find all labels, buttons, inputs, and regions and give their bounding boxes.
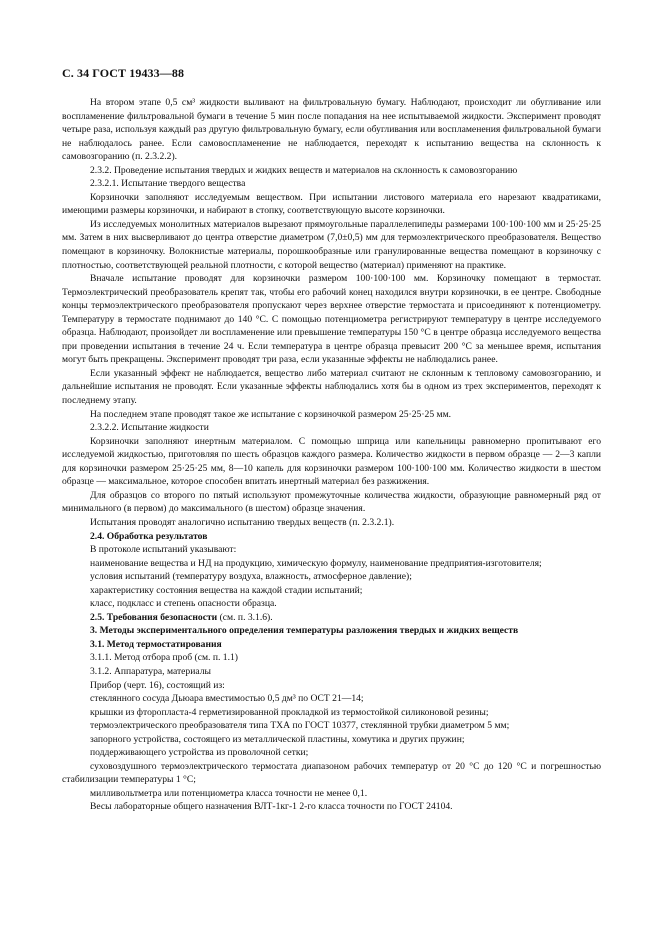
section-heading-line	[62, 611, 601, 625]
list-item: термоэлектрического преобразователя типа ТХА по ГОСТ 10377, стеклянной трубки диаметром 5 мм;	[90, 720, 510, 732]
paragraph: Корзиночки заполняют инертным материалом. С помощью шприца или капельницы равномерно пропитывают его исследуемой жидкостью, приготовляя по шесть образцов каждого размера. Количество жидкости в первом образце — 2—3 капли для корзиночки размером 25·25·25 мм, 8—10 капель для корзиночки размером 100·100·100 мм. Количество жидкости в шестом образце — максимальное, которое способен впитать инертный материал без разжижения.	[62, 435, 601, 488]
section-heading: 3.1. Метод термостатирования	[90, 638, 222, 650]
document-body	[62, 96, 601, 814]
paragraph: На последнем этапе проводят такое же испытание с корзиночкой размером 25·25·25 мм.	[90, 408, 452, 420]
paragraph: На втором этапе 0,5 см³ жидкости выливают на фильтровальную бумагу. Наблюдают, происходит ли обугливание или воспламенение фильтровальной бумаги в течение 5 мин после попадания на нее испытываемой жидкости. Эксперимент проводят четыре раза, используя каждый раз другую фильтровальную бумагу, если обугливания или воспламенения фильтровальной бумаги не наблюдалось ранее. Если самовоспламенение не наблюдается, переходят к испытанию вещества на склонность к самовозгоранию (п. 2.3.2.2).	[62, 97, 601, 163]
list-item: запорного устройства, состоящего из металлической пластины, хомутика и других пружин;	[90, 733, 465, 745]
list-item: характеристику состояния вещества на каждой стадии испытаний;	[90, 584, 363, 596]
section-heading: 2.4. Обработка результатов	[90, 530, 208, 542]
paragraph: Испытания проводят аналогично испытанию твердых веществ (п. 2.3.2.1).	[90, 516, 395, 528]
paragraph: 3.1.1. Метод отбора проб (см. п. 1.1)	[90, 652, 238, 664]
paragraph: Вначале испытание проводят для корзиночки размером 100·100·100 мм. Корзиночку помещают в термостат. Термоэлектрический преобразователь крепят так, чтобы его рабочий конец находился внутри корзиночки, в ее центре. Свободные концы термоэлектрического преобразователя пропускают через верхнее отверстие термостата и присоединяют к потенциометру. Температуру в термостате поднимают до 140 °С. С помощью потенциометра регистрируют температуру в центре исследуемого образца. Наблюдают, произойдет ли воспламенение или превышение температуры 150 °С в центре образца исследуемого вещества при проведении испытания в течение 24 ч. Если температура в центре образца превысит 200 °С за меньшее время, испытания могут быть прекращены. Эксперимент проводят три раза, если указанные эффекты не наблюдались ранее.	[62, 273, 601, 366]
paragraph: Для образцов со второго по пятый используют промежуточные количества жидкости, образующие равномерный ряд от минимального (в первом) до максимального (в шестом) образце значения.	[62, 489, 601, 515]
list-item: милливольтметра или потенциометра класса точности не менее 0,1.	[90, 787, 368, 799]
list-item: поддерживающего устройства из проволочной сетки;	[90, 747, 309, 759]
safety-reference: (см. п. 3.1.6).	[219, 611, 273, 623]
paragraph: Корзиночки заполняют исследуемым веществом. При испытании листового материала его нарезают квадратиками, имеющими размеры корзиночки, и набирают в стопку, соответствующую высоте корзиночки.	[62, 191, 601, 217]
list-item: условия испытаний (температуру воздуха, влажность, атмосферное давление);	[90, 571, 412, 583]
list-item: стеклянного сосуда Дьюара вместимостью 0,5 дм³ по ОСТ 21—14;	[90, 693, 364, 705]
safety-heading: 2.5. Требования безопасности	[90, 611, 218, 623]
paragraph: Из исследуемых монолитных материалов вырезают прямоугольные параллелепипеды размерами 100·100·100 мм и 25·25·25 мм. Затем в них высверливают до центра отверстие диаметром (7,0±0,5) мм для термоэлектрического преобразователя. Вещество помещают в корзиночку. Волокнистые материалы, порошкообразные или гранулированные вещества помещают в корзиночку с плотностью, соответствующей реальной плотности, с которой вещество (материал) применяют на практике.	[62, 218, 601, 271]
paragraph: Весы лабораторные общего назначения ВЛТ-1кг-1 2-го класса точности по ГОСТ 24104.	[90, 801, 453, 813]
list-item: крышки из фторопласта-4 герметизированной прокладкой из термостойкой силиконовой резины;	[90, 706, 489, 718]
list-item: наименование вещества и НД на продукцию, химическую формулу, наименование предприятия-изготовителя;	[90, 557, 542, 569]
chapter-heading: 3. Методы экспериментального определения температуры разложения твердых и жидких веществ	[90, 625, 519, 637]
section-heading: 2.3.2. Проведение испытания твердых и жидких веществ и материалов на склонность к самовозгоранию	[90, 164, 518, 176]
paragraph: Если указанный эффект не наблюдается, вещество либо материал считают не склонным к тепловому самовозгоранию, и дальнейшие испытания не проводят. Если указанные эффекты наблюдались хотя бы в одном из трех экспериментов, переходят к последнему этапу.	[62, 367, 601, 407]
subsection-heading: 2.3.2.1. Испытание твердого вещества	[90, 178, 246, 190]
page-header: С. 34 ГОСТ 19433—88	[62, 66, 185, 80]
paragraph: В протоколе испытаний указывают:	[90, 544, 237, 556]
list-item: класс, подкласс и степень опасности образца.	[90, 598, 277, 610]
list-item: суховоздушного термоэлектрического термостата диапазоном рабочих температур от 20 °С до 120 °С и погрешностью стабилизации температуры 1 °С;	[62, 760, 601, 786]
subsection-heading: 2.3.2.2. Испытание жидкости	[90, 422, 209, 434]
paragraph: 3.1.2. Аппаратура, материалы	[90, 665, 211, 677]
paragraph: Прибор (черт. 16), состоящий из:	[90, 679, 225, 691]
